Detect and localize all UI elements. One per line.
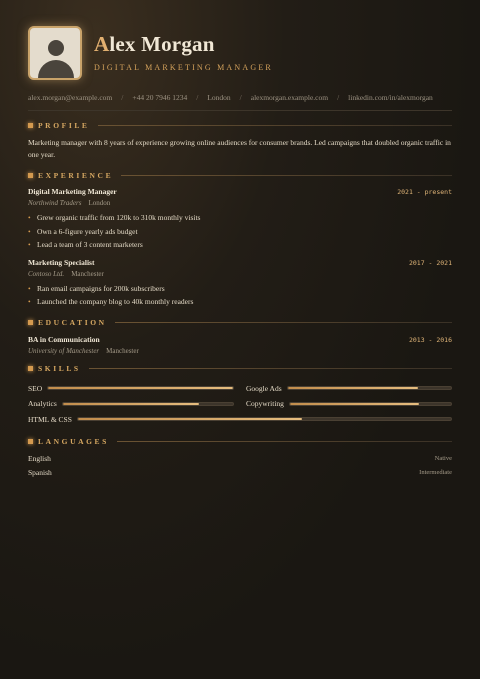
school-location: Manchester [106,346,139,355]
contact-email[interactable]: alex.morgan@example.com [28,92,113,102]
contact-location: London [207,92,231,102]
school: University of Manchester [28,346,100,355]
language-name: English [28,453,51,463]
contact-separator: / [196,92,199,102]
contact-separator: / [337,92,340,102]
job-dates: 2021 - present [397,188,452,196]
section-header-profile [28,119,452,131]
name-initial: A [94,32,110,56]
section-title: SKILLS [38,364,81,373]
education-item [28,335,452,355]
job-company: Contoso Ltd. [28,269,65,278]
contact-line [28,90,452,104]
skill-bar-fill [290,403,419,405]
resume-page [28,24,452,480]
profile-summary: Marketing manager with 8 years of experience growing online audiences for consumer brands. Led campaigns that doubled organic traffic in one year. [28,138,451,159]
avatar [28,26,82,80]
user-silhouette-body [38,60,74,80]
skill-name: Copywriting [246,399,284,409]
full-name [94,34,273,55]
section-title: EDUCATION [38,318,107,327]
language-item [28,466,452,481]
skill-bar [77,417,452,421]
section-marker-icon [28,123,33,128]
list-item: • Own a 6-figure yearly ads budget [28,225,452,239]
skill-item [28,415,452,424]
list-item: • Ran email campaigns for 200k subscribers [28,282,452,296]
section-title: EXPERIENCE [38,170,114,180]
skill-item [28,384,234,393]
section-rule [115,322,452,323]
skill-item [28,399,234,408]
experience-item [28,258,452,309]
contact-phone[interactable]: +44 20 7946 1234 [132,92,188,102]
job-role: Digital Marketing Manager [28,187,117,196]
skill-bar-fill [48,387,233,389]
job-location: Manchester [71,269,104,278]
job-role: Marketing Specialist [28,257,95,267]
section-rule [117,441,452,442]
skill-item [246,399,452,408]
user-silhouette-icon [48,40,64,56]
contact-website[interactable]: alexmorgan.example.com [250,92,329,102]
job-company: Northwind Traders [28,199,82,207]
skill-name: Google Ads [246,383,282,393]
skills-grid [28,381,452,428]
skill-name: SEO [28,383,43,393]
experience-item [28,187,452,252]
section-rule [98,125,452,126]
degree: BA in Communication [28,334,100,344]
education-dates: 2013 - 2016 [408,335,452,344]
skill-bar [47,386,234,390]
skill-item [246,384,452,393]
section-title: PROFILE [38,120,90,130]
section-rule [121,175,452,176]
name-rest: lex Morgan [109,32,215,56]
section-header-skills [28,363,452,375]
skill-bar-fill [63,403,199,405]
job-bullets [28,282,452,309]
name-block [94,34,273,72]
section-title: LANGUAGES [38,436,109,446]
job-dates: 2017 - 2021 [408,258,452,267]
language-item [28,451,452,466]
skill-bar [62,402,234,406]
header-divider [28,110,452,111]
job-title: DIGITAL MARKETING MANAGER [94,63,273,72]
list-item: • Launched the company blog to 40k monthly readers [28,295,452,309]
contact-linkedin[interactable]: linkedin.com/in/alexmorgan [348,92,433,102]
language-level: Intermediate [419,469,452,477]
skill-bar [287,386,452,390]
contact-separator: / [121,92,124,102]
section-marker-icon [28,173,33,178]
languages-list [28,451,452,480]
skill-bar-fill [78,418,302,420]
resume-header [28,24,452,82]
section-header-experience [28,169,452,181]
section-header-education [28,317,452,329]
section-marker-icon [28,439,33,444]
section-rule [89,368,452,369]
section-header-languages [28,435,452,447]
section-marker-icon [28,320,33,325]
section-marker-icon [28,366,33,371]
list-item: • Grew organic traffic from 120k to 310k monthly visits [28,211,452,225]
skill-bar-fill [288,387,419,389]
contact-separator: / [239,92,242,102]
language-level: Native [434,454,452,462]
list-item: • Lead a team of 3 content marketers [28,238,452,252]
skill-name: HTML & CSS [28,414,72,424]
job-location: London [88,199,111,207]
skill-bar [289,402,452,406]
language-name: Spanish [28,468,52,478]
skill-name: Analytics [28,399,57,409]
job-bullets [28,211,452,252]
